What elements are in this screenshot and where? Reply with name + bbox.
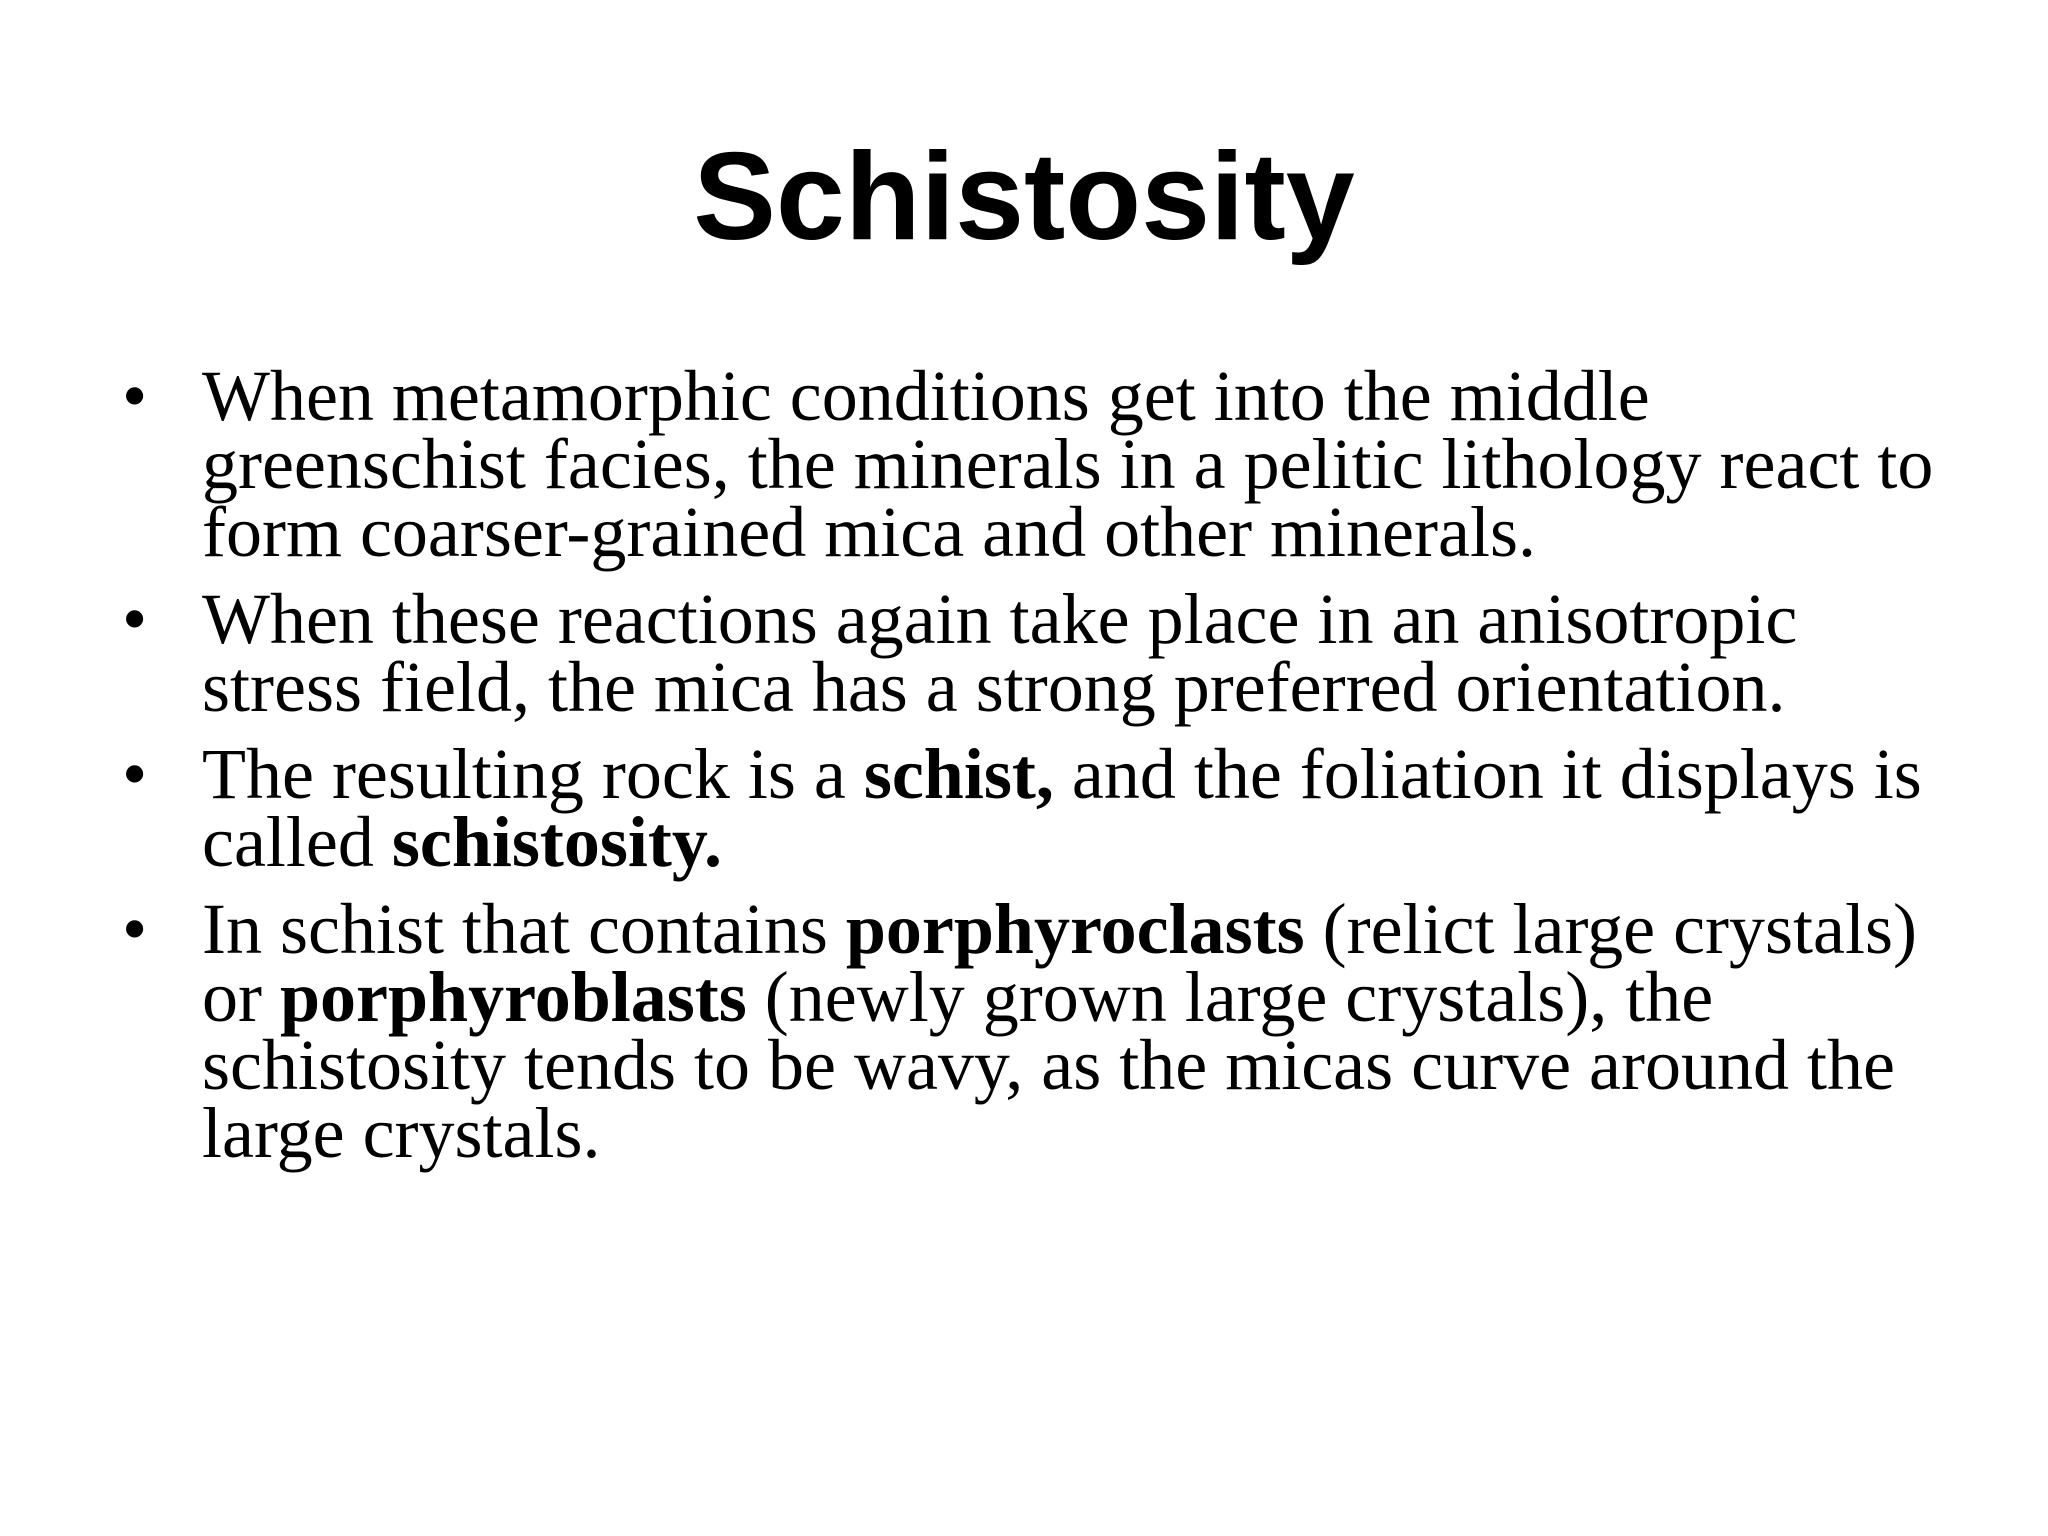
bullet-item [122, 356, 1952, 572]
bullet-text-segment: and the foliation it displays is called [202, 734, 1922, 882]
term-schist: schist, [863, 734, 1054, 814]
term-porphyroblasts: porphyroblasts [279, 957, 747, 1037]
bullet-text-segment: (relict large crystals) or [202, 889, 1917, 1037]
bullet-text: When metamorphic conditions get into the middle greenschist facies, the minerals in a pelitic lithology react to form coarser-grained mica and other minerals. [202, 356, 1934, 572]
term-porphyroclasts: porphyroclasts [845, 889, 1305, 969]
bullet-text-segment: (newly grown large crystals), the schistosity tends to be wavy, as the micas curve around the large crystals. [202, 957, 1895, 1173]
bullet-text-segment: The resulting rock is a [202, 734, 864, 814]
term-schistosity: schistosity. [391, 802, 722, 882]
bullet-item [122, 734, 1952, 882]
bullet-icon: • [122, 356, 148, 436]
bullet-icon: • [122, 579, 148, 659]
bullet-text: When these reactions again take place in an anisotropic stress field, the mica has a strong preferred orientation. [202, 579, 1798, 727]
bullet-item [122, 889, 1952, 1173]
bullet-icon: • [122, 734, 148, 814]
slide-title: Schistosity [693, 128, 1355, 266]
bullet-list [122, 356, 1952, 1186]
bullet-item [122, 579, 1952, 727]
bullet-icon: • [122, 889, 148, 969]
bullet-text-segment: In schist that contains [202, 889, 846, 969]
